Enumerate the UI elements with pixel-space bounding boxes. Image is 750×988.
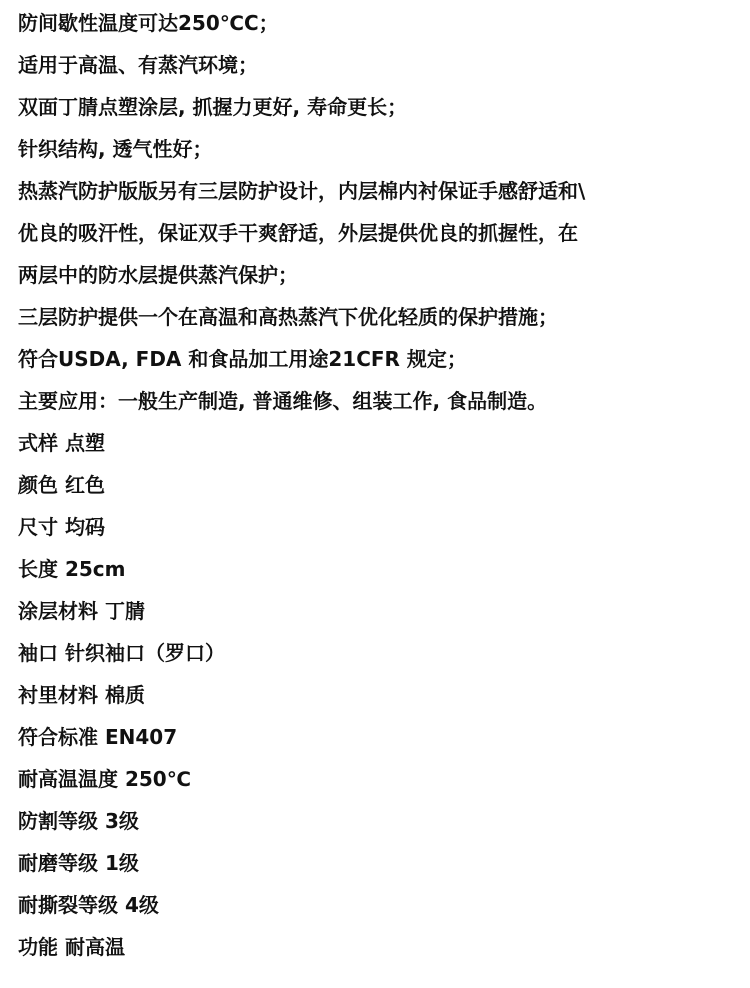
- description-line: 针织结构, 透气性好；: [18, 137, 213, 161]
- description-line: 适用于高温、有蒸汽环境；: [18, 53, 258, 77]
- spec-standard: 符合标准 EN407: [18, 725, 178, 749]
- spec-size: 尺寸 均码: [18, 515, 105, 539]
- spec-cuff: 袖口 针织袖口（罗口）: [18, 641, 225, 665]
- description-line: 防间歇性温度可达250℃C；: [18, 11, 279, 35]
- spec-abrasion-level: 耐磨等级 1级: [18, 851, 139, 875]
- spec-tear-level: 耐撕裂等级 4级: [18, 893, 159, 917]
- text-block: [18, 2, 732, 968]
- description-line: 符合USDA, FDA 和食品加工用途21CFR 规定；: [18, 347, 467, 371]
- spec-function: 功能 耐高温: [18, 935, 125, 959]
- spec-color: 颜色 红色: [18, 473, 105, 497]
- spec-length: 长度 25cm: [18, 557, 126, 581]
- spec-style: 式样 点塑: [18, 431, 105, 455]
- description-line: 主要应用：一般生产制造, 普通维修、组装工作, 食品制造。: [18, 389, 548, 413]
- description-line: 热蒸汽防护版版另有三层防护设计，内层棉内衬保证手感舒适和\: [18, 179, 586, 203]
- spec-lining-material: 衬里材料 棉质: [18, 683, 145, 707]
- description-line: 双面丁腈点塑涂层, 抓握力更好, 寿命更长；: [18, 95, 408, 119]
- spec-coating-material: 涂层材料 丁腈: [18, 599, 145, 623]
- description-line: 两层中的防水层提供蒸汽保护；: [18, 263, 298, 287]
- spec-cut-level: 防割等级 3级: [18, 809, 139, 833]
- spec-heat-resistance: 耐高温温度 250℃: [18, 767, 191, 791]
- description-line: 优良的吸汗性，保证双手干爽舒适，外层提供优良的抓握性，在: [18, 221, 578, 245]
- description-line: 三层防护提供一个在高温和高热蒸汽下优化轻质的保护措施；: [18, 305, 558, 329]
